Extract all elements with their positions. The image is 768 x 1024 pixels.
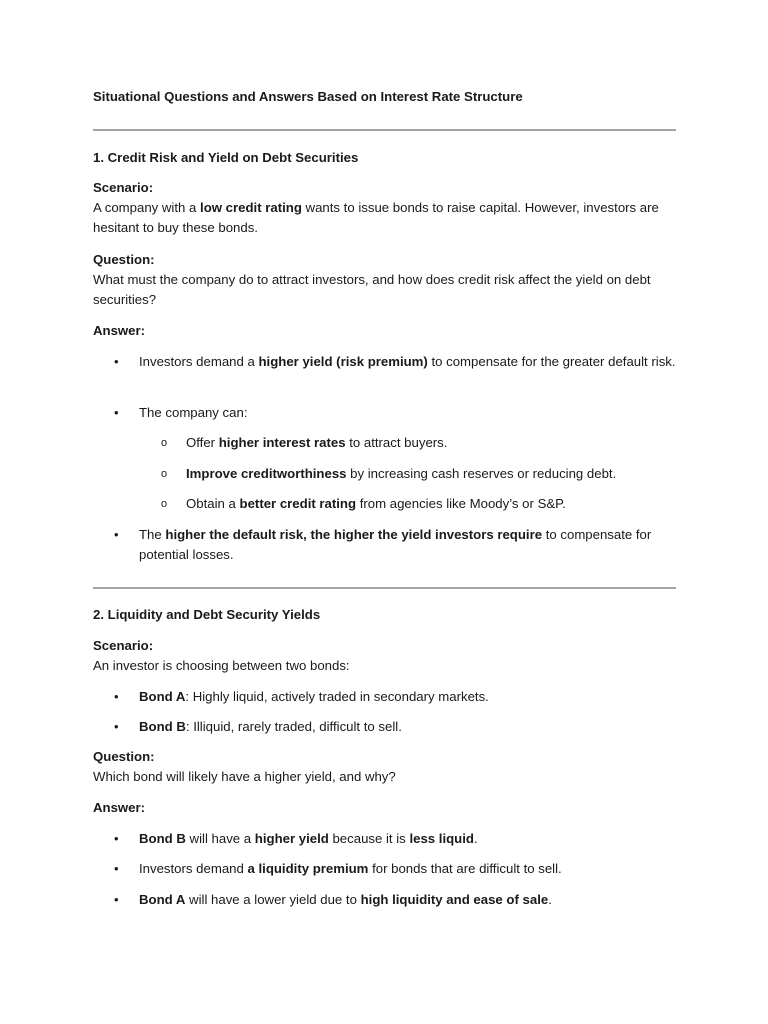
horizontal-rule [93,587,676,589]
sub-list-item [161,464,686,484]
scenario-label: Scenario: [93,638,154,653]
text: Investors demand a [139,354,259,369]
s1-question [93,250,678,310]
text: will have a [185,831,255,846]
text: . [473,831,478,846]
text: for bonds that are difficult to sell. [368,861,562,876]
emphasis: a liquidity premium [247,861,369,876]
emphasis: Bond B [139,831,186,846]
emphasis: Improve creditworthiness [186,466,347,481]
emphasis: higher the default risk, the higher the yield investors require [165,527,543,542]
answer-label: Answer: [93,800,146,815]
list-item [114,352,684,372]
bullet-icon: • [114,892,119,907]
emphasis: higher yield [254,831,329,846]
question-label: Question: [93,749,155,764]
list-item [114,717,684,737]
sub-list-item [161,494,686,514]
text: because it is [328,831,410,846]
bullet-icon: • [114,527,119,542]
list-item [114,687,684,707]
section-2-heading: 2. Liquidity and Debt Security Yields [93,607,321,622]
emphasis: better credit rating [239,496,357,511]
section-1-heading: 1. Credit Risk and Yield on Debt Securities [93,150,359,165]
question-text: Which bond will likely have a higher yield, and why? [93,769,396,784]
text: Investors demand [139,861,248,876]
list-item [114,403,684,423]
s2-scenario [93,636,678,676]
list-item [114,890,684,910]
text: wants to issue bonds to raise capital. However, investors are hesitant to buy these bonds. [93,200,659,235]
text: : Illiquid, rarely traded, difficult to sell. [185,719,402,734]
text: . [548,892,552,907]
s2-question [93,747,678,787]
list-item [114,859,684,879]
emphasis: less liquid [409,831,474,846]
bullet-icon: • [114,719,119,734]
bullet-icon: • [114,689,119,704]
bullet-icon: • [114,405,119,420]
text: The company can: [139,405,248,420]
emphasis: higher interest rates [218,435,346,450]
sub-list-item [161,433,686,453]
list-item [114,525,684,565]
circle-bullet-icon: o [161,437,168,449]
s1-answer-label [93,321,678,341]
horizontal-rule [93,129,676,131]
s1-scenario [93,178,678,238]
emphasis: low credit rating [200,200,302,215]
text: from agencies like Moody’s or S&P. [356,496,566,511]
bullet-icon: • [114,354,119,369]
emphasis: higher yield (risk premium) [258,354,428,369]
emphasis: Bond A [139,892,186,907]
question-label: Question: [93,252,155,267]
text: A company with a [93,200,201,215]
question-text: What must the company do to attract investors, and how does credit risk affect the yield on debt securities? [93,272,651,307]
text: to compensate for potential losses. [139,527,652,562]
circle-bullet-icon: o [161,468,168,480]
bullet-icon: • [114,861,119,876]
text: by increasing cash reserves or reducing debt. [346,466,617,481]
scenario-label: Scenario: [93,180,154,195]
list-item [114,829,684,849]
text: An investor is choosing between two bonds: [93,658,350,673]
text: will have a lower yield due to [185,892,361,907]
answer-label: Answer: [93,323,146,338]
text: The [139,527,166,542]
emphasis: high liquidity and ease of sale [360,892,549,907]
text: Offer [186,435,219,450]
s2-answer-label [93,798,678,818]
circle-bullet-icon: o [161,498,168,510]
text: : Highly liquid, actively traded in secondary markets. [185,689,489,704]
text: to attract buyers. [345,435,448,450]
text: Obtain a [186,496,240,511]
text: to compensate for the greater default risk. [427,354,676,369]
bullet-icon: • [114,831,119,846]
emphasis: Bond B [139,719,186,734]
emphasis: Bond A [139,689,186,704]
document-title: Situational Questions and Answers Based on Interest Rate Structure [93,89,523,104]
